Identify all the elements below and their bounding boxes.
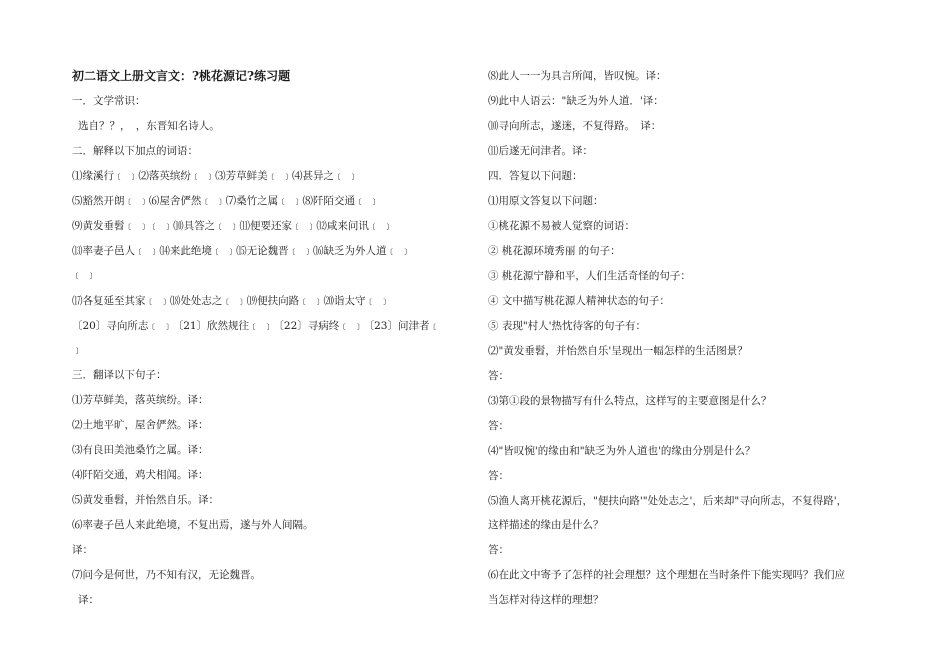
translation-item: ⑸黄发垂髫，并怡然自乐。译：: [72, 494, 219, 506]
section-heading: 三．翻译以下句子：: [72, 369, 167, 381]
document-title: 初二语文上册文言文：?桃花源记?练习题: [72, 69, 291, 83]
vocab-line: ⒀率妻子邑人﹝ ﹞⒁来此绝境﹝ ﹞⒂无论魏晋﹝ ﹞⒃缺乏为外人道﹝ ﹞: [72, 245, 411, 257]
question-item: ⑷"皆叹惋'的缘由和"缺乏为外人道也'的缘由分别是什么？: [488, 445, 756, 457]
answer-label: 答：: [488, 544, 509, 556]
vocab-line: ⒄各复延至其家﹝ ﹞⒅处处志之﹝ ﹞⒆便扶向路﹝ ﹞⒇诣太守﹝ ﹞: [72, 295, 390, 307]
question-item: ⑸渔人离开桃花源后，"便扶向路'"处处志之'，后来却"寻向所志，不复得路'，: [488, 495, 848, 507]
translation-item: ⑹率妻子邑人来此绝境，不复出焉，遂与外人间隔。: [72, 519, 314, 531]
question-subitem: ⑤ 表现"村人'热忱待客的句子有：: [488, 320, 647, 332]
question-subitem: ③ 桃花源宁静和平，人们生活奇怪的句子：: [488, 270, 691, 282]
answer-label: 答：: [488, 370, 509, 382]
answer-label: 答：: [488, 470, 509, 482]
vocab-line: ⑴缘溪行﹝ ﹞⑵落英缤纷﹝ ﹞⑶芳草鲜美﹝ ﹞⑷甚异之﹝ ﹞: [72, 170, 359, 182]
translation-item: ⑶有良田美池桑竹之属。译：: [72, 444, 209, 456]
translation-item: ⑽寻向所志，遂迷，不复得路。 译：: [488, 120, 662, 132]
question-item: ⑵"黄发垂髫，并怡然自乐'呈现出一幅怎样的生活图景？: [488, 345, 748, 357]
vocab-line: ⑼黄发垂髫﹝ ﹞﹝ ﹞⑽具答之﹝ ﹞⑾便要还家﹝ ﹞⑿咸来问讯﹝ ﹞: [72, 220, 394, 232]
answer-label: 答：: [488, 420, 509, 432]
question-continuation: 当怎样对待这样的理想？: [488, 594, 604, 606]
section-heading: 二．解释以下加点的词语：: [72, 145, 198, 157]
question-item: ⑴用原文答复以下问题：: [488, 195, 604, 207]
translation-item: ⑻此人一一为具言所闻，皆叹惋。译：: [488, 70, 667, 82]
section-heading: 四．答复以下问题：: [488, 170, 583, 182]
question-item: ⑶第①段的景物描写有什么特点，这样写的主要意图是什么？: [488, 395, 772, 407]
translation-item: ⑾后遂无问津者。译：: [488, 145, 593, 157]
translation-label: 译：: [72, 544, 93, 556]
vocab-line: ﹞: [72, 344, 83, 356]
question-item: ⑹在此文中寄予了怎样的社会理想？这个理想在当时条件下能实现吗？我们应: [488, 569, 845, 581]
question-subitem: ④ 文中描写桃花源人精神状态的句子：: [488, 295, 670, 307]
translation-item: ⑴芳草鲜美，落英缤纷。译：: [72, 394, 209, 406]
translation-item: ⑺问今是何世，乃不知有汉，无论魏晋。: [72, 569, 261, 581]
vocab-line: ﹝ ﹞: [72, 269, 97, 281]
question-continuation: 这样描述的缘由是什么？: [488, 519, 604, 531]
text-line: 选自？？， ，东晋知名诗人。: [78, 120, 220, 132]
translation-item: ⑼此中人语云："缺乏为外人道．'译：: [488, 95, 664, 107]
section-heading: 一．文学常识：: [72, 95, 146, 107]
translation-item: ⑵土地平旷，屋舍俨然。译：: [72, 419, 209, 431]
vocab-line: ⑸豁然开朗﹝ ﹞⑹屋舍俨然﹝ ﹞⑺桑竹之属﹝ ﹞⑻阡陌交通﹝ ﹞: [72, 195, 380, 207]
question-subitem: ①桃花源不易被人觉察的词语：: [488, 220, 635, 232]
question-subitem: ② 桃花源环境秀丽 的句子：: [488, 245, 621, 257]
translation-item: ⑷阡陌交通，鸡犬相闻。译：: [72, 469, 209, 481]
vocab-line: 〔20〕寻向所志﹝ ﹞〔21〕欣然规往﹝ ﹞〔22〕寻病终﹝ ﹞〔23〕问津者﹝: [72, 320, 440, 332]
translation-label: 译：: [78, 594, 99, 606]
